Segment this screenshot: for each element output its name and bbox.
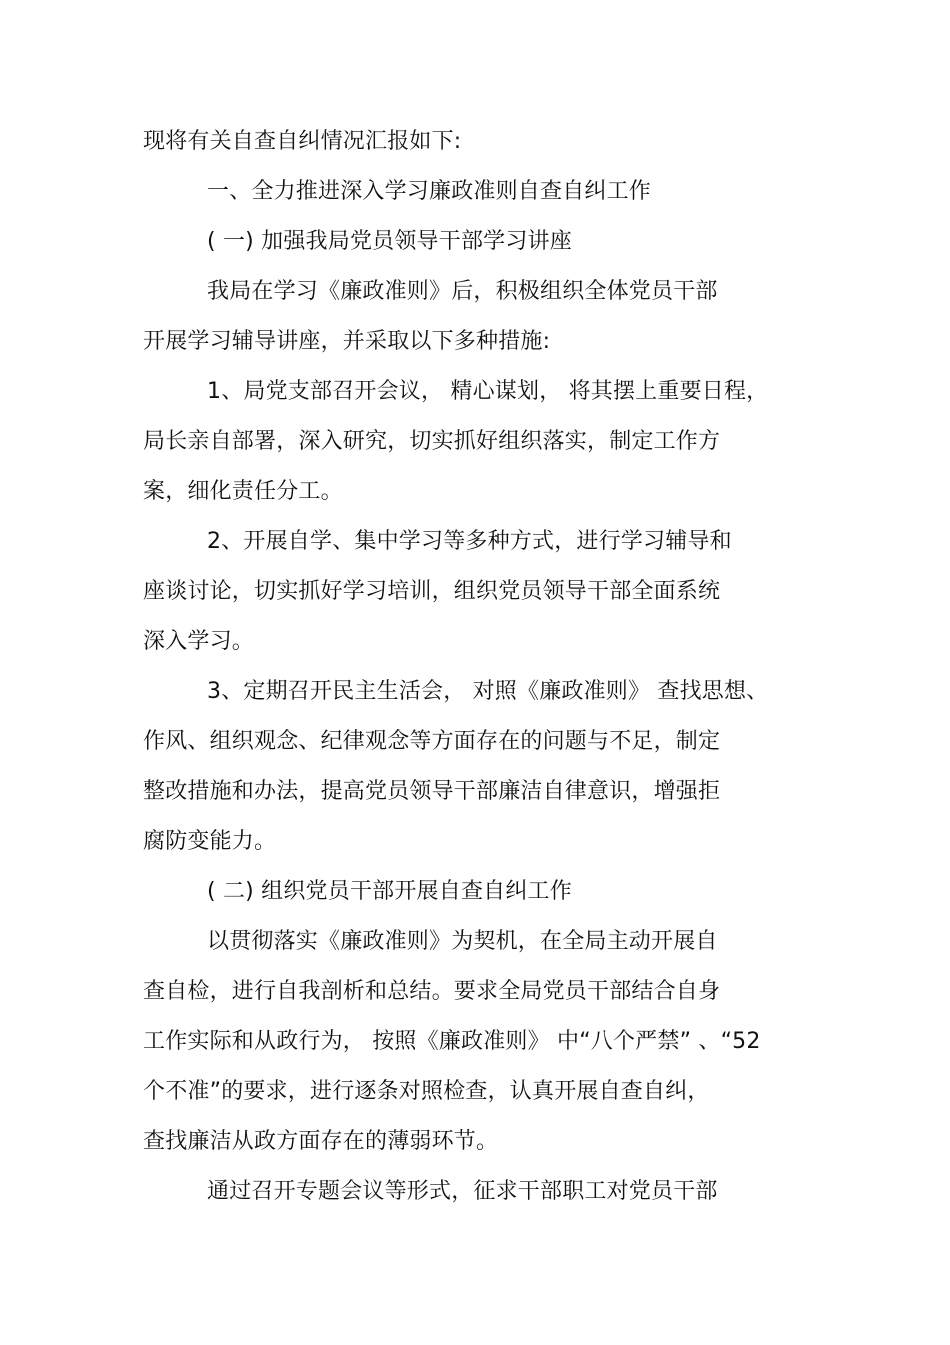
- text-line: 深入学习。: [143, 629, 255, 654]
- text-line: 现将有关自查自纠情况汇报如下:: [143, 129, 462, 154]
- text-line: 作风、组织观念、纪律观念等方面存在的问题与不足，制定: [143, 729, 721, 754]
- section-heading: 一、全力推进深入学习廉政准则自查自纠工作: [207, 179, 652, 204]
- text-line: 查找廉洁从政方面存在的薄弱环节。: [143, 1129, 499, 1154]
- list-item: 1、局党支部召开会议， 精心谋划， 将其摆上重要日程，: [207, 379, 769, 404]
- text-line: 案，细化责任分工。: [143, 479, 343, 504]
- text-line: 座谈讨论，切实抓好学习培训，组织党员领导干部全面系统: [143, 579, 721, 604]
- text-line: 工作实际和从政行为， 按照《廉政准则》 中“八个严禁” 、“52: [143, 1029, 761, 1054]
- text-line: 查自检，进行自我剖析和总结。要求全局党员干部结合自身: [143, 979, 721, 1004]
- text-line: 以贯彻落实《廉政准则》为契机，在全局主动开展自: [207, 929, 718, 954]
- subsection-heading: ( 一) 加强我局党员领导干部学习讲座: [207, 229, 572, 254]
- text-line: 我局在学习《廉政准则》后，积极组织全体党员干部: [207, 279, 718, 304]
- list-item: 2、开展自学、集中学习等多种方式，进行学习辅导和: [207, 529, 732, 554]
- text-line: 个不准”的要求，进行逐条对照检查，认真开展自查自纠，: [143, 1079, 710, 1104]
- text-line: 开展学习辅导讲座，并采取以下多种措施:: [143, 329, 551, 354]
- text-line: 局长亲自部署，深入研究，切实抓好组织落实，制定工作方: [143, 429, 721, 454]
- list-item: 3、定期召开民主生活会， 对照《廉政准则》 查找思想、: [207, 679, 769, 704]
- text-line: 通过召开专题会议等形式，征求干部职工对党员干部: [207, 1179, 718, 1204]
- subsection-heading: ( 二) 组织党员干部开展自查自纠工作: [207, 879, 572, 904]
- text-line: 腐防变能力。: [143, 829, 277, 854]
- text-line: 整改措施和办法，提高党员领导干部廉洁自律意识，增强拒: [143, 779, 721, 804]
